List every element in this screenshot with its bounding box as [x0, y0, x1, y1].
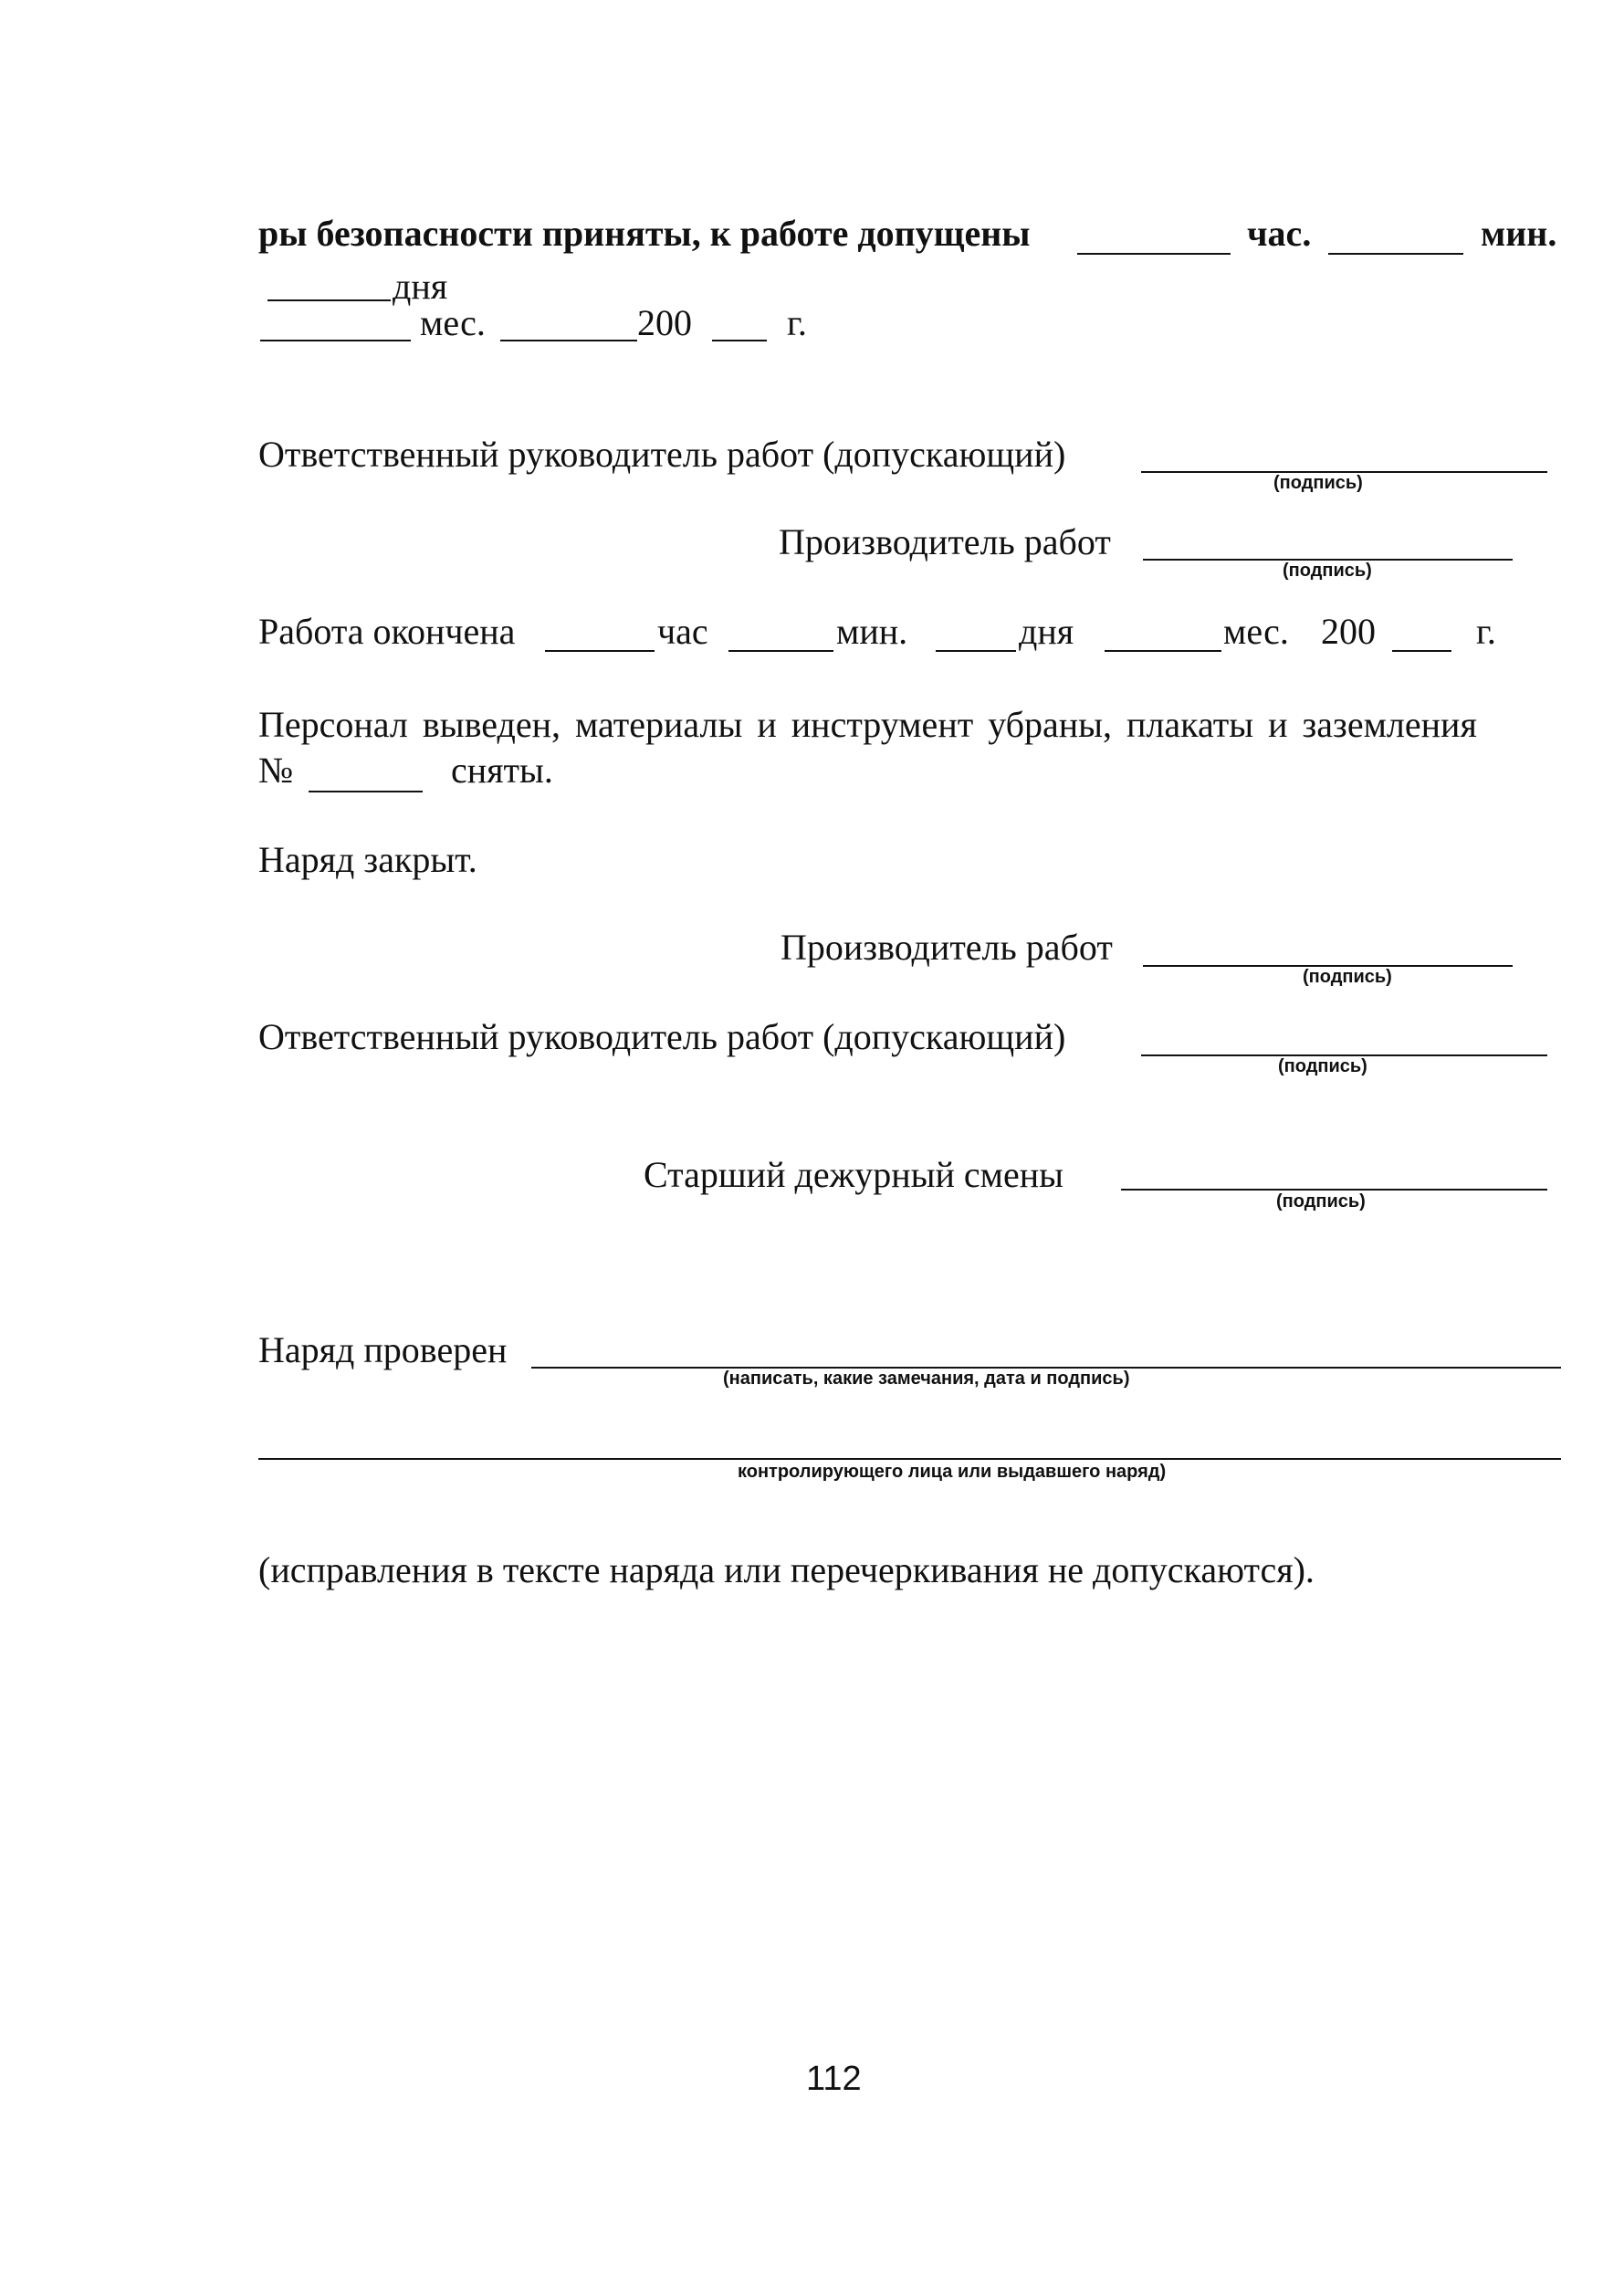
responsible-manager-label-2: Ответственный руководитель работ (допускающий)	[258, 1016, 1066, 1057]
finished-day-blank[interactable]	[936, 650, 1016, 652]
admission-year-prefix: 200	[637, 302, 692, 343]
finished-min-label: мин.	[836, 611, 908, 652]
corrections-note: (исправления в тексте наряда или перечеркивания не допускаются).	[258, 1549, 1315, 1590]
finished-year-blank[interactable]	[1392, 650, 1451, 652]
work-producer-label-1: Производитель работ	[779, 521, 1111, 562]
admission-day-label: дня	[393, 266, 448, 307]
admission-min-blank[interactable]	[1328, 253, 1463, 255]
signature-caption: (подпись)	[1283, 561, 1372, 581]
finished-month-blank[interactable]	[1105, 650, 1221, 652]
order-checked-line-2[interactable]	[258, 1458, 1561, 1460]
signature-caption: (подпись)	[1278, 1056, 1367, 1076]
finished-hour-label: час	[657, 611, 708, 652]
finished-min-blank[interactable]	[728, 650, 833, 652]
senior-duty-label: Старший дежурный смены	[644, 1154, 1064, 1195]
admission-min-label: мин.	[1481, 213, 1557, 254]
admission-year-label: г.	[787, 302, 807, 343]
remarks-caption: (написать, какие замечания, дата и подпись)	[723, 1369, 1130, 1389]
grounding-number-label: №	[258, 750, 294, 791]
finished-hour-blank[interactable]	[545, 650, 655, 652]
finished-year-prefix: 200	[1321, 611, 1376, 652]
admission-month-label: мес.	[420, 302, 486, 343]
responsible-manager-label-1: Ответственный руководитель работ (допускающий)	[258, 434, 1066, 475]
signature-caption: (подпись)	[1273, 473, 1363, 493]
page-number: 112	[806, 2060, 862, 2098]
order-checked-label: Наряд проверен	[258, 1329, 508, 1370]
order-closed-text: Наряд закрыт.	[258, 839, 477, 880]
controller-caption: контролирующего лица или выдавшего наряд)	[738, 1462, 1167, 1482]
admission-hour-label: час.	[1247, 213, 1312, 254]
work-finished-label: Работа окончена	[258, 611, 516, 652]
admission-year-suffix-blank[interactable]	[712, 340, 767, 341]
work-producer-label-2: Производитель работ	[781, 927, 1113, 968]
removed-label: сняты.	[451, 750, 553, 791]
finished-year-label: г.	[1476, 611, 1496, 652]
signature-caption: (подпись)	[1303, 967, 1392, 987]
admission-hour-blank[interactable]	[1077, 253, 1231, 255]
admission-text: ры безопасности приняты, к работе допущены	[258, 213, 1031, 254]
finished-day-label: дня	[1019, 611, 1074, 652]
signature-caption: (подпись)	[1276, 1191, 1366, 1212]
admission-month-blank[interactable]	[260, 340, 411, 341]
admission-year-blank[interactable]	[500, 340, 637, 341]
grounding-number-blank[interactable]	[309, 791, 423, 792]
personnel-removed-text: Персонал выведен, материалы и инструмент убраны, плакаты и заземления	[258, 704, 1477, 745]
finished-month-label: мес.	[1223, 611, 1289, 652]
admission-day-blank[interactable]	[267, 299, 391, 301]
